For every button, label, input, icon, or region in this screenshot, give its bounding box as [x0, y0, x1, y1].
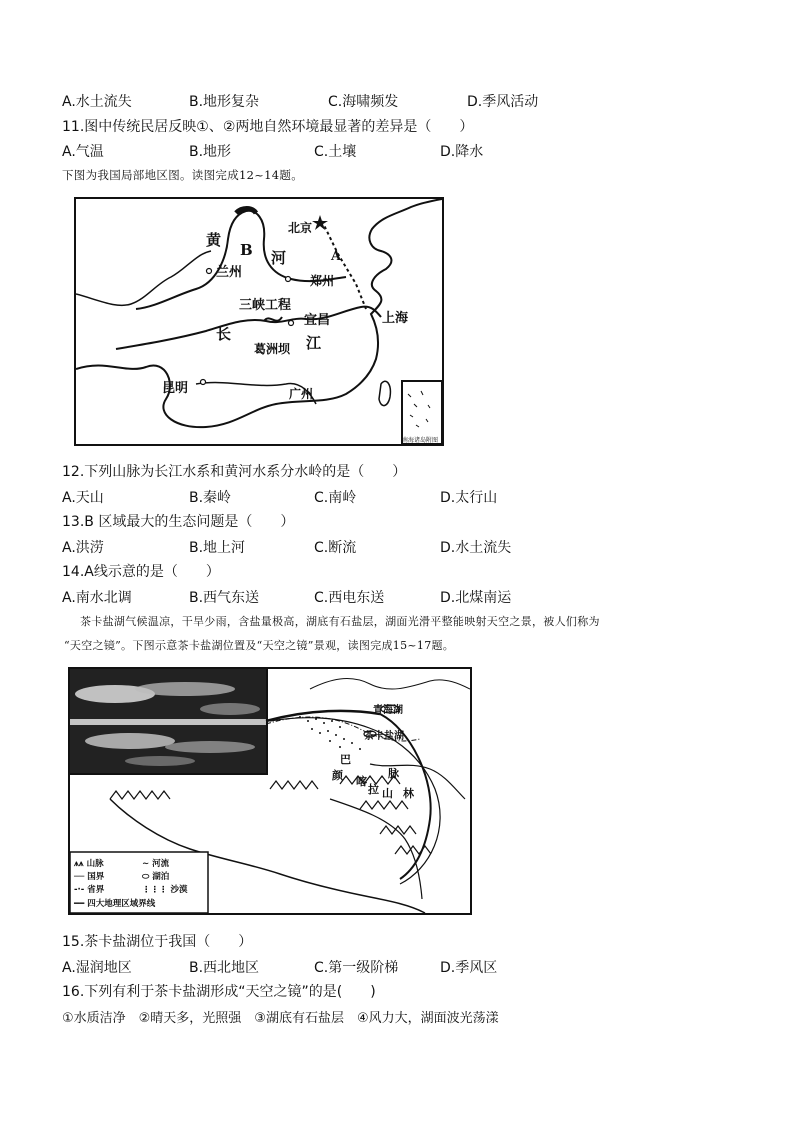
label-ka: 喀	[356, 775, 367, 788]
label-yichang: 宜昌	[304, 313, 331, 328]
province-line-icon: -·-	[74, 885, 88, 895]
q14-option-d: D.北煤南运	[440, 590, 512, 606]
legend-river: ∼ 河流	[142, 859, 170, 869]
q13-stem: 13.B 区域最大的生态问题是（ ）	[62, 514, 295, 530]
label-shan: 山	[382, 787, 393, 800]
label-he: 河	[271, 249, 287, 267]
intro-q12-14: 下图为我国局部地区图。读图完成12~14题。	[62, 168, 303, 182]
label-zhengzhou: 郑州	[310, 274, 335, 288]
legend-lake: ⬭ 湖泊	[142, 872, 170, 882]
label-mai: 脉	[388, 767, 399, 780]
q11-option-d: D.降水	[440, 144, 484, 160]
q15-option-d: D.季风区	[440, 960, 498, 976]
region-line-icon: ━━	[74, 899, 88, 909]
q14-option-c: C.西电东送	[314, 590, 385, 606]
label-region-b: B	[240, 241, 253, 259]
q12-stem: 12.下列山脉为长江水系和黄河水系分水岭的是（ ）	[62, 464, 407, 480]
legend-desert: ⋮⋮⋮ 沙漠	[142, 885, 188, 895]
river-symbol-icon: ∼	[142, 859, 153, 869]
q15-option-c: C.第一级阶梯	[314, 960, 399, 976]
q10-option-d: D.季风活动	[467, 94, 539, 110]
q15-option-b: B.西北地区	[189, 960, 260, 976]
q10-option-c: C.海啸频发	[328, 94, 399, 110]
label-beijing: 北京	[288, 221, 313, 235]
q16-choices: ①水质洁净 ②晴天多，光照强 ③湖底有石盐层 ④风力大，湖面波光荡漾	[62, 1011, 499, 1026]
q12-option-b: B.秦岭	[189, 490, 232, 506]
q14-option-a: A.南水北调	[62, 590, 132, 606]
label-yan: 颜	[332, 769, 343, 782]
legend-province: -·- 省界	[74, 885, 105, 895]
label-sanxia: 三峡工程	[239, 298, 292, 313]
q12-option-d: D.太行山	[440, 490, 498, 506]
legend-border: ── 国界	[74, 872, 105, 882]
q11-option-c: C.土壤	[314, 144, 357, 160]
label-lin: 林	[403, 787, 414, 800]
label-line-a: A	[331, 249, 342, 264]
q12-option-c: C.南岭	[314, 490, 357, 506]
label-inset: 南海诸岛附图	[402, 437, 439, 444]
label-chaka-lake: 茶卡盐湖	[364, 731, 404, 742]
q14-option-b: B.西气东送	[189, 590, 260, 606]
q15-option-a: A.湿润地区	[62, 960, 132, 976]
label-kunming: 昆明	[162, 381, 189, 396]
label-gezhouba: 葛洲坝	[254, 342, 291, 356]
q15-stem: 15.茶卡盐湖位于我国（ ）	[62, 934, 253, 950]
lake-symbol-icon: ⬭	[142, 872, 153, 882]
label-ba: 巴	[340, 753, 351, 766]
q10-option-b: B.地形复杂	[189, 94, 260, 110]
intro-q15-17-line2: “天空之镜”。下图示意茶卡盐湖位置及“天空之镜”景观，读图完成15~17题。	[64, 639, 455, 652]
q12-option-a: A.天山	[62, 490, 104, 506]
q13-option-a: A.洪涝	[62, 540, 104, 556]
intro-q15-17-line1: 茶卡盐湖气候温凉，干旱少雨，含盐量极高，湖底有石盐层，湖面光滑平整能映射天空之景，被人们称为	[80, 615, 600, 628]
chaka-salt-lake-map	[68, 667, 472, 915]
label-huang: 黄	[206, 231, 222, 249]
label-la: 拉	[368, 783, 379, 796]
mountain-symbol-icon: ⩚⩚	[74, 859, 87, 869]
q13-option-d: D.水土流失	[440, 540, 512, 556]
label-shanghai: 上海	[382, 311, 409, 326]
desert-symbol-icon: ⋮⋮⋮	[142, 885, 171, 895]
q11-stem: 11.图中传统民居反映①、②两地自然环境最显著的差异是（ ）	[62, 119, 474, 135]
legend-mountain: ⩚⩚ 山脉	[74, 859, 104, 869]
legend-region: ━━ 四大地理区域界线	[74, 899, 156, 909]
label-lanzhou: 兰州	[216, 265, 243, 280]
border-line-icon: ──	[74, 872, 88, 882]
q11-option-b: B.地形	[189, 144, 232, 160]
label-chang: 长	[216, 325, 232, 343]
label-jiang: 江	[306, 334, 322, 352]
china-regional-map	[74, 197, 444, 446]
q11-option-a: A.气温	[62, 144, 104, 160]
q10-option-a: A.水土流失	[62, 94, 132, 110]
q13-option-b: B.地上河	[189, 540, 246, 556]
label-qinghaihu: 青海湖	[373, 705, 403, 716]
q14-stem: 14.A线示意的是（ ）	[62, 564, 220, 580]
q16-stem: 16.下列有利于茶卡盐湖形成“天空之镜”的是( )	[62, 984, 376, 1000]
q13-option-c: C.断流	[314, 540, 357, 556]
label-guangzhou: 广州	[289, 387, 314, 401]
